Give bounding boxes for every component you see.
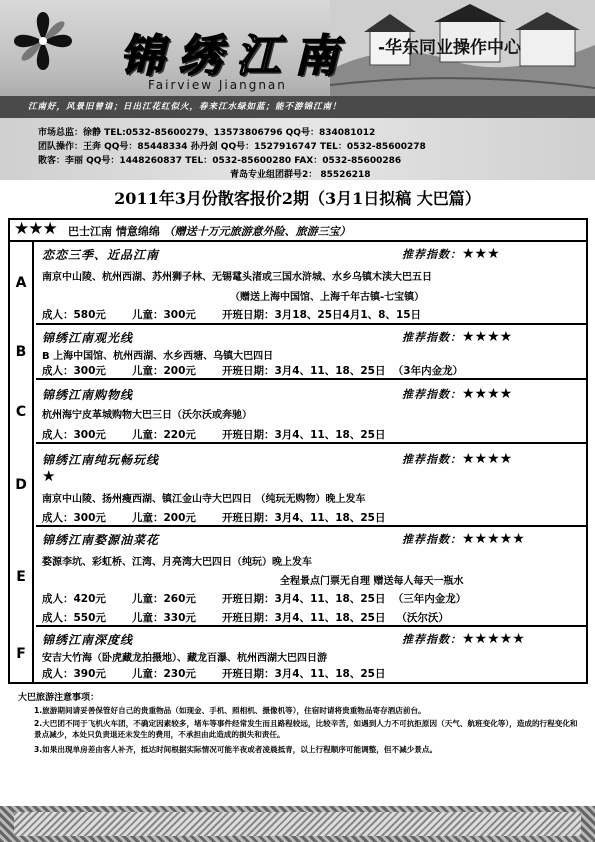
price-row-a xyxy=(42,307,421,322)
rating-label: 推荐指数： xyxy=(402,453,462,466)
banner-text xyxy=(68,223,351,239)
route-title-f: 锦绣江南深度线 xyxy=(42,633,134,647)
rating-stars-icon: ★★★★ xyxy=(462,386,513,402)
route-letter-d: D xyxy=(10,444,34,527)
route-title-e: 锦绣江南婺源油菜花 xyxy=(42,533,160,547)
route-rating-c xyxy=(402,386,512,402)
route-itinerary-b: B 上海中国馆、杭州西湖、水乡西塘、乌镇大巴四日 xyxy=(42,351,274,362)
route-rating-f xyxy=(402,631,525,647)
decorative-footer-pattern xyxy=(14,812,581,836)
route-bonus-e: 全程景点门票无自理 赠送每人每天一瓶水 xyxy=(280,576,464,587)
route-itinerary-a: 南京中山陵、杭州西湖、苏州狮子林、无锡鼋头渚或三国水浒城、水乡乌镇木渎大巴五日 xyxy=(42,272,432,283)
price-row-d xyxy=(42,510,385,525)
route-letter-b: B xyxy=(10,325,34,380)
adult-price: 成人：300元 xyxy=(42,429,106,441)
rating-label: 推荐指数： xyxy=(402,533,462,546)
contact-market-director: 市场总监：徐静 TEL:0532-85600279、13573806796 QQ号：834081012 xyxy=(38,128,376,138)
departure-dates: 开班日期：3月4、11、18、25日 xyxy=(222,429,386,441)
note-item-3: 3.如果出现单房差由客人补齐，抵达时间根据实际情况可能半夜或者凌晨抵青，以上行程顺序可能调整，但不减少景点。 xyxy=(34,745,438,754)
brand-name-english: Fairview Jiangnan xyxy=(148,78,287,92)
route-letter-e: E xyxy=(10,527,34,627)
rating-stars-icon: ★★★★ xyxy=(462,451,513,467)
contact-individual: 散客：李丽 QQ号：1448260837 TEL：0532-85600280 FAX：0532-85600286 xyxy=(38,156,402,166)
adult-price: 成人：390元 xyxy=(42,668,106,680)
note-item-1: 1.旅游期间请妥善保管好自己的贵重物品（如现金、手机、照相机、摄像机等），住宿时请将贵重物品寄存酒店前台。 xyxy=(34,706,426,715)
bus-type-note: （沃尔沃） xyxy=(396,612,449,624)
route-itinerary-e: 婺源李坑、彩虹桥、江湾、月亮湾大巴四日（纯玩）晚上发车 xyxy=(42,557,312,568)
route-title-b: 锦绣江南观光线 xyxy=(42,331,134,345)
route-letter-c: C xyxy=(10,380,34,444)
price-row-b xyxy=(42,363,463,378)
departure-dates: 开班日期：3月4、11、18、25日 xyxy=(222,612,386,624)
departure-dates: 开班日期：3月18、25日4月1、8、15日 xyxy=(222,309,422,321)
route-title-c: 锦绣江南购物线 xyxy=(42,388,134,402)
rating-stars-icon: ★★★ xyxy=(462,246,500,262)
adult-price: 成人：580元 xyxy=(42,309,106,321)
banner-slogan: 巴士江南 情意绵绵 xyxy=(68,225,164,238)
page-title: 2011年3月份散客报价2期（3月1日拟稿 大巴篇） xyxy=(114,189,481,208)
route-itinerary-d: 南京中山陵、扬州瘦西湖、镇江金山寺大巴四日 （纯玩无购物）晚上发车 xyxy=(42,494,366,505)
flower-logo-icon xyxy=(12,10,74,72)
slogan-text: 江南好，风景旧曾谙；日出江花红似火，春来江水绿如蓝；能不游锦江南！ xyxy=(28,102,342,112)
route-title-d: 锦绣江南纯玩畅玩线 xyxy=(42,453,160,467)
route-itinerary-c: 杭州海宁皮革城购物大巴三日（沃尔沃或奔驰） xyxy=(42,410,252,421)
route-letter-f: F xyxy=(10,627,34,682)
route-rating-b xyxy=(402,329,512,345)
departure-dates: 开班日期：3月4、11、18、25日 xyxy=(222,365,386,377)
rating-stars-icon: ★★★★★ xyxy=(462,531,525,547)
child-price: 儿童：200元 xyxy=(132,512,196,524)
brand-name-chinese: 锦绣江南 xyxy=(120,31,352,82)
rating-label: 推荐指数： xyxy=(402,248,462,261)
contact-group-operation: 团队操作：王奔 QQ号：85448334 孙丹剑 QQ号：1527916747 TEL：0532-85600278 xyxy=(38,142,426,152)
price-row-e-1 xyxy=(42,591,466,606)
rating-label: 推荐指数： xyxy=(402,633,462,646)
child-price: 儿童：260元 xyxy=(132,593,196,605)
route-bonus-a: （赠送上海中国馆、上海千年古镇-七宝镇） xyxy=(230,292,425,303)
brand-subtitle: -华东同业操作中心 xyxy=(378,38,522,58)
rating-stars-icon: ★★★★ xyxy=(462,329,513,345)
child-price: 儿童：230元 xyxy=(132,668,196,680)
adult-price: 成人：300元 xyxy=(42,365,106,377)
departure-dates: 开班日期：3月4、11、18、25日 xyxy=(222,512,386,524)
route-itinerary-f: 安吉大竹海（卧虎藏龙拍摄地）、藏龙百瀑、杭州西湖大巴四日游 xyxy=(42,653,327,664)
rating-stars-icon: ★★★★★ xyxy=(462,631,525,647)
adult-price: 成人：420元 xyxy=(42,593,106,605)
adult-price: 成人：300元 xyxy=(42,512,106,524)
child-price: 儿童：330元 xyxy=(132,612,196,624)
route-rating-d xyxy=(402,451,512,467)
route-extra-star-icon: ★ xyxy=(42,467,56,485)
rating-label: 推荐指数： xyxy=(402,331,462,344)
price-row-c xyxy=(42,427,385,442)
child-price: 儿童：300元 xyxy=(132,309,196,321)
departure-dates: 开班日期：3月4、11、18、25日 xyxy=(222,668,386,680)
notes-title: 大巴旅游注意事项： xyxy=(18,693,100,703)
banner-gift-note: （赠送十万元旅游意外险、旅游三宝） xyxy=(163,225,351,238)
route-letter-a: A xyxy=(10,242,34,325)
banner-stars-icon: ★★★ xyxy=(14,219,57,239)
route-rating-e xyxy=(402,531,525,547)
adult-price: 成人：550元 xyxy=(42,612,106,624)
note-item-2: 2.大巴团不同于飞机火车团，不确定因素较多，堵车等事件经常发生而且路程较远，比较辛苦，如遇到人力不可抗拒原因（天气、航班变化等），造成的行程变化和景点减少，本处只负责退还未发生的费用，不承担由此造成的损失和责任。 xyxy=(34,719,578,739)
child-price: 儿童：200元 xyxy=(132,365,196,377)
bus-type-note: （3年内金龙） xyxy=(392,365,464,377)
departure-dates: 开班日期：3月4、11、18、25日 xyxy=(222,593,386,605)
bus-type-note: （三年内金龙） xyxy=(392,593,467,605)
child-price: 儿童：220元 xyxy=(132,429,196,441)
rating-label: 推荐指数： xyxy=(402,388,462,401)
route-title-a: 恋恋三季、近品江南 xyxy=(42,248,160,262)
route-rating-a xyxy=(402,246,500,262)
price-row-e-2 xyxy=(42,610,449,625)
contact-qq-group: 青岛专业组团群号2： 85526218 xyxy=(230,170,371,180)
price-row-f xyxy=(42,666,385,681)
